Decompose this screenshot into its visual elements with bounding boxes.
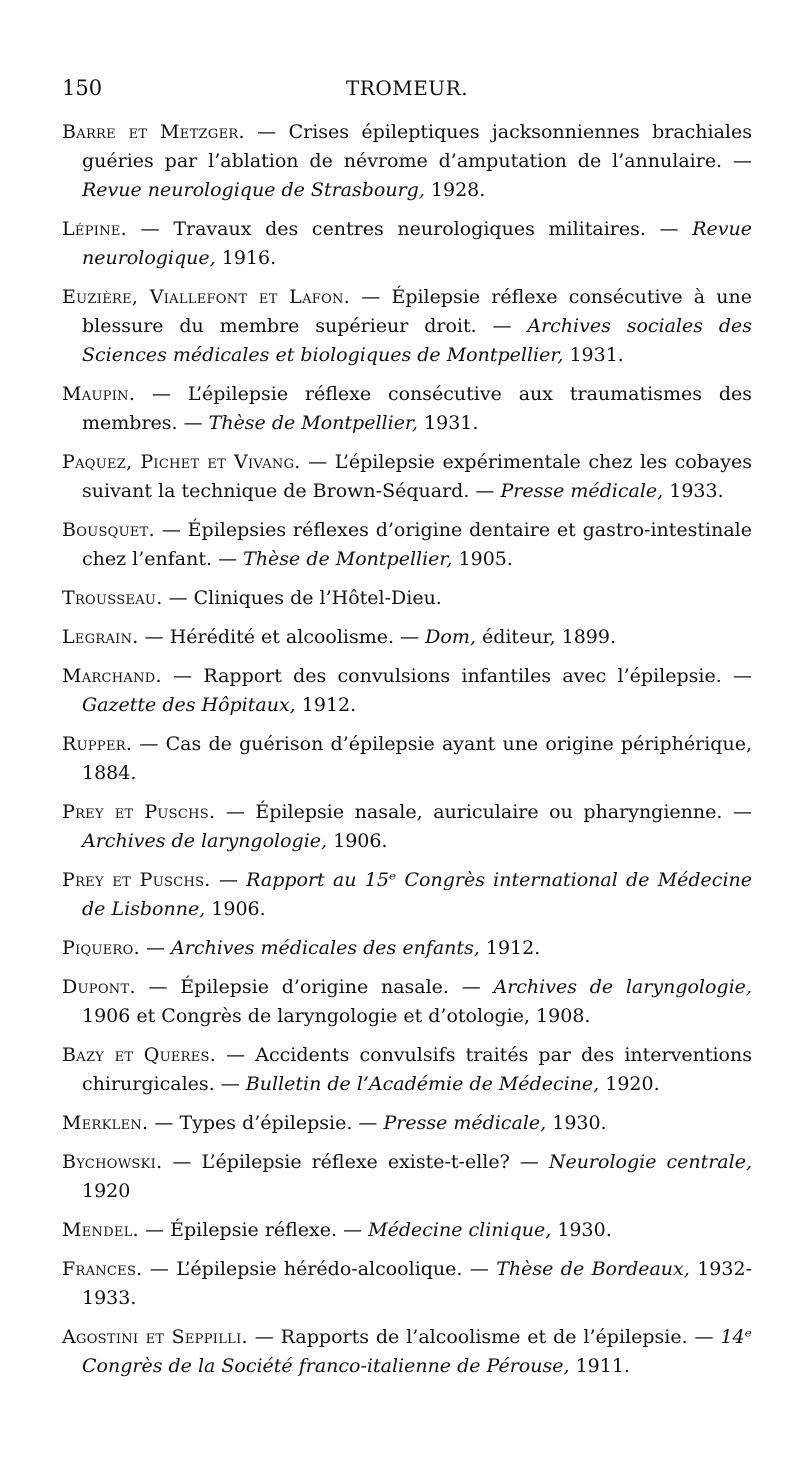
entry-title: Travaux des centres neurologiques militaires. <box>173 218 646 240</box>
entry-authors: Paquez, Pichet et Vivang. <box>62 451 301 473</box>
entry-source: Thèse de Bordeaux, <box>496 1258 690 1280</box>
entry-authors: Rupper. <box>62 733 133 755</box>
entry-year: 1920 <box>82 1180 131 1202</box>
entry-title: Épilepsies réflexes d’origine dentaire et gastro-intestinale chez l’enfant. <box>82 519 752 570</box>
page-number: 150 <box>62 76 103 100</box>
entry-title: L’épilepsie réflexe consécutive aux traumatismes des membres. <box>82 383 752 434</box>
entry-year: 1931. <box>424 412 479 434</box>
entry-authors: Barre et Metzger. <box>62 121 245 143</box>
bibliography-entry: Marchand. — Rapport des convulsions infantiles avec l’épilepsie. — Gazette des Hôpitaux, 1912. <box>62 665 752 716</box>
bibliography-entry: Lépine. — Travaux des centres neurologiques militaires. — Revue neurologique, 1916. <box>62 218 752 269</box>
entry-year: 1906. <box>333 830 388 852</box>
entry-authors: Legrain. <box>62 626 139 648</box>
entry-authors: Prey et Puschs. <box>62 869 211 891</box>
entry-year: 1928. <box>430 179 486 201</box>
entry-year: 1932-1933. <box>82 1258 752 1309</box>
entry-authors: Euzière, Viallefont et Lafon. <box>62 286 351 308</box>
bibliography-entry: Prey et Puschs. — Épilepsie nasale, auriculaire ou pharyngienne. — Archives de laryngologie, 1906. <box>62 801 752 852</box>
bibliography-entry: Dupont. — Épilepsie d’origine nasale. — Archives de laryngologie, 1906 et Congrès de laryngologie et d’otologie, 1908. <box>62 976 752 1027</box>
entry-source: Revue neurologique, <box>82 218 752 269</box>
entry-source: Archives sociales des Sciences médicales et biologiques de Montpellier, <box>82 315 752 366</box>
bibliography-entry: Bychowski. — L’épilepsie réflexe existe-t-elle? — Neurologie centrale, 1920 <box>62 1151 752 1202</box>
entry-authors: Marchand. <box>62 665 162 687</box>
bibliography-entry: Piquero. — Archives médicales des enfants, 1912. <box>62 937 541 959</box>
entry-title: L’épilepsie réflexe existe-t-elle? <box>201 1151 510 1173</box>
entry-title: L’épilepsie hérédo-alcoolique. <box>176 1258 463 1280</box>
entry-source: Archives médicales des enfants, <box>171 937 480 959</box>
entry-year: 1931. <box>569 344 624 366</box>
bibliography-entry: Legrain. — Hérédité et alcoolisme. — Dom, éditeur, 1899. <box>62 626 617 648</box>
entry-source: Médecine clinique, <box>368 1219 552 1241</box>
entry-authors: Bychowski. <box>62 1151 163 1173</box>
bibliography-entry: Trousseau. — Cliniques de l’Hôtel-Dieu. <box>62 587 442 609</box>
entry-authors: Agostini et Seppilli. <box>62 1326 248 1348</box>
bibliography-entry: Bousquet. — Épilepsies réflexes d’origine dentaire et gastro-intestinale chez l’enfant. — Thèse de Montpellier, 1905. <box>62 519 752 570</box>
entry-year: 1930. <box>557 1219 612 1241</box>
entry-source: Dom, <box>425 626 476 648</box>
entry-title: Épilepsie réflexe consécutive à une blessure du membre supérieur droit. <box>82 286 753 337</box>
bibliography-entry: Barre et Metzger. — Crises épileptiques jacksonniennes brachiales guéries par l’ablation de névrome d’amputation de l’annulaire. — Revue neurologique de Strasbourg, 1928. <box>62 121 752 201</box>
entry-authors: Mendel. <box>62 1219 140 1241</box>
entry-title: Crises épileptiques jacksonniennes brachiales guéries par l’ablation de névrome d’amputation de l’annulaire. <box>82 121 752 172</box>
entry-year: 1905. <box>458 548 513 570</box>
entry-source: Archives de laryngologie, <box>493 976 752 998</box>
entry-title: Cliniques de l’Hôtel-Dieu. <box>193 587 442 609</box>
page <box>62 76 752 1391</box>
entry-year: 1920. <box>605 1073 660 1095</box>
bibliography-entry: Prey et Puschs. — Rapport au 15ᵉ Congrès international de Médecine de Lisbonne, 1906. <box>62 869 752 920</box>
entry-title: Hérédité et alcoolisme. <box>169 626 395 648</box>
bibliography-entry: Bazy et Queres. — Accidents convulsifs traités par des interventions chirurgicales. — Bulletin de l’Académie de Médecine, 1920. <box>62 1044 752 1095</box>
entry-title: Rapport des convulsions infantiles avec l’épilepsie. <box>203 665 722 687</box>
entry-authors: Piquero. <box>62 937 140 959</box>
entry-source: Neurologie centrale, <box>548 1151 752 1173</box>
entry-year: éditeur, 1899. <box>481 626 617 648</box>
entry-source: Bulletin de l’Académie de Médecine, <box>245 1073 600 1095</box>
entry-title: Cas de guérison d’épilepsie ayant une origine périphérique, 1884. <box>82 733 752 784</box>
entry-year: 1930. <box>552 1112 607 1134</box>
running-head: TROMEUR. <box>345 76 469 100</box>
entry-authors: Lépine. <box>62 218 127 240</box>
entry-title: Types d’épilepsie. <box>179 1112 353 1134</box>
entry-year: 1912. <box>485 937 541 959</box>
entry-authors: Trousseau. <box>62 587 163 609</box>
entry-authors: Dupont. <box>62 976 136 998</box>
bibliography-entry: Rupper. — Cas de guérison d’épilepsie ayant une origine périphérique, 1884. <box>62 733 752 784</box>
entry-year: 1906. <box>211 898 266 920</box>
entry-source: Presse médicale, <box>500 480 664 502</box>
entry-authors: Maupin. <box>62 383 136 405</box>
entry-title: Épilepsie réflexe. <box>170 1219 338 1241</box>
entry-source: Thèse de Montpellier, <box>243 548 453 570</box>
entry-year: 1916. <box>221 247 277 269</box>
entry-authors: Frances. <box>62 1258 143 1280</box>
entry-year: 1933. <box>669 480 724 502</box>
entry-title: Épilepsie d’origine nasale. <box>180 976 449 998</box>
entry-authors: Bazy et Queres. <box>62 1044 217 1066</box>
entry-year: 1912. <box>301 694 357 716</box>
entry-title: Rapports de l’alcoolisme et de l’épilepsie. <box>280 1326 688 1348</box>
bibliography-entry: Maupin. — L’épilepsie réflexe consécutive aux traumatismes des membres. — Thèse de Montpellier, 1931. <box>62 383 752 434</box>
entry-source: Presse médicale, <box>383 1112 547 1134</box>
bibliography-list <box>62 118 752 1381</box>
bibliography-entry: Frances. — L’épilepsie hérédo-alcoolique. — Thèse de Bordeaux, 1932-1933. <box>62 1258 752 1309</box>
bibliography-entry: Euzière, Viallefont et Lafon. — Épilepsie réflexe consécutive à une blessure du membre supérieur droit. — Archives sociales des Sciences médicales et biologiques de Montpellier, 1931. <box>62 286 753 366</box>
bibliography-entry: Mendel. — Épilepsie réflexe. — Médecine clinique, 1930. <box>62 1219 612 1241</box>
page-header <box>62 76 752 106</box>
entry-title: Accidents convulsifs traités par des interventions chirurgicales. <box>82 1044 752 1095</box>
entry-source: 14ᵉ Congrès de la Société franco-italienne de Pérouse, <box>82 1326 752 1377</box>
entry-title: L’épilepsie expérimentale chez les cobayes suivant la technique de Brown-Séquard. <box>82 451 752 502</box>
entry-source: Thèse de Montpellier, <box>208 412 418 434</box>
bibliography-entry: Agostini et Seppilli. — Rapports de l’alcoolisme et de l’épilepsie. — 14ᵉ Congrès de la Société franco-italienne de Pérouse, 1911. <box>62 1326 752 1377</box>
entry-authors: Merklen. <box>62 1112 149 1134</box>
entry-source: Revue neurologique de Strasbourg, <box>82 179 425 201</box>
entry-year: 1911. <box>575 1355 630 1377</box>
entry-authors: Prey et Puschs. <box>62 801 216 823</box>
bibliography-entry: Merklen. — Types d’épilepsie. — Presse médicale, 1930. <box>62 1112 607 1134</box>
entry-source: Rapport au 15ᵉ Congrès international de Médecine de Lisbonne, <box>82 869 752 920</box>
entry-source: Gazette des Hôpitaux, <box>82 694 296 716</box>
bibliography-entry: Paquez, Pichet et Vivang. — L’épilepsie expérimentale chez les cobayes suivant la technique de Brown-Séquard. — Presse médicale, 1933. <box>62 451 752 502</box>
entry-year: 1906 et Congrès de laryngologie et d’otologie, 1908. <box>82 1005 591 1027</box>
entry-authors: Bousquet. <box>62 519 155 541</box>
entry-title: Épilepsie nasale, auriculaire ou pharyngienne. <box>255 801 723 823</box>
entry-source: Archives de laryngologie, <box>82 830 328 852</box>
